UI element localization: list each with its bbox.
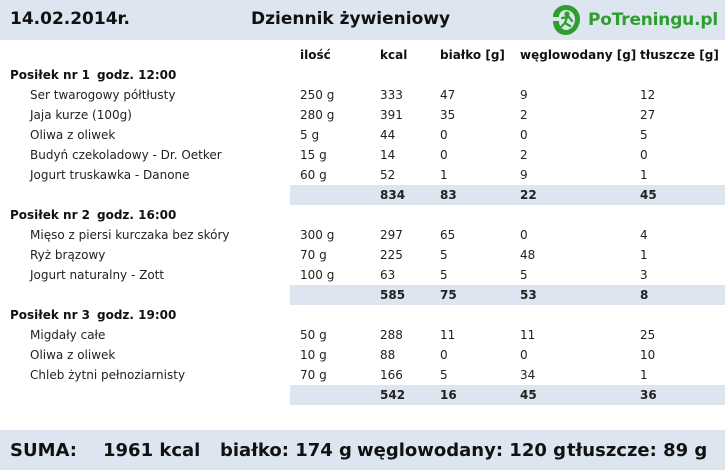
food-kcal: 297 [380, 228, 403, 242]
food-protein: 11 [440, 328, 456, 342]
summary-carbs: węglowodany: 120 g [357, 440, 567, 461]
food-name: Chleb żytni pełnoziarnisty [30, 368, 186, 382]
food-qty: 15 g [300, 148, 327, 162]
food-kcal: 166 [380, 368, 403, 382]
food-fat: 1 [640, 168, 648, 182]
food-name: Jaja kurze (100g) [30, 108, 132, 122]
diary-date: 14.02.2014r. [10, 9, 130, 29]
meal-header [0, 205, 725, 225]
food-fat: 25 [640, 328, 656, 342]
meal-subtotal [290, 385, 725, 405]
food-protein: 47 [440, 88, 456, 102]
table-row [0, 365, 725, 385]
food-protein: 0 [440, 148, 448, 162]
food-kcal: 391 [380, 108, 403, 122]
food-fat: 12 [640, 88, 656, 102]
summary-label: SUMA: [10, 440, 77, 461]
subtotal-fat: 8 [640, 288, 649, 302]
food-kcal: 14 [380, 148, 396, 162]
summary-fat: tłuszcze: 89 g [567, 440, 708, 461]
food-fat: 0 [640, 148, 648, 162]
food-qty: 250 g [300, 88, 335, 102]
table-row [0, 265, 725, 285]
food-kcal: 333 [380, 88, 403, 102]
subtotal-carbs: 45 [520, 388, 537, 402]
col-kcal: kcal [380, 48, 408, 62]
food-qty: 5 g [300, 128, 320, 142]
food-kcal: 225 [380, 248, 403, 262]
subtotal-carbs: 53 [520, 288, 537, 302]
col-carbs: węglowodany [g] [520, 48, 637, 62]
subtotal-kcal: 585 [380, 288, 406, 302]
food-kcal: 52 [380, 168, 396, 182]
daily-summary-bar [0, 430, 725, 470]
food-qty: 10 g [300, 348, 327, 362]
table-row [0, 345, 725, 365]
col-qty: ilość [300, 48, 331, 62]
food-carbs: 0 [520, 128, 528, 142]
food-fat: 4 [640, 228, 648, 242]
brand-name: PoTreningu.pl [588, 10, 718, 30]
food-carbs: 48 [520, 248, 536, 262]
food-name: Mięso z piersi kurczaka bez skóry [30, 228, 230, 242]
food-qty: 60 g [300, 168, 327, 182]
food-fat: 1 [640, 248, 648, 262]
food-kcal: 63 [380, 268, 396, 282]
food-fat: 27 [640, 108, 656, 122]
food-name: Budyń czekoladowy - Dr. Oetker [30, 148, 222, 162]
subtotal-fat: 36 [640, 388, 657, 402]
food-qty: 100 g [300, 268, 335, 282]
meal-subtotal [290, 185, 725, 205]
food-carbs: 0 [520, 228, 528, 242]
food-qty: 70 g [300, 248, 327, 262]
table-row [0, 225, 725, 245]
page-title: Dziennik żywieniowy [251, 9, 451, 29]
food-name: Ryż brązowy [30, 248, 106, 262]
food-fat: 1 [640, 368, 648, 382]
summary-protein: białko: 174 g [220, 440, 352, 461]
meal-time: godz. 16:00 [97, 208, 177, 222]
food-protein: 5 [440, 248, 448, 262]
header-bar [0, 0, 725, 40]
meal-time: godz. 19:00 [97, 308, 177, 322]
food-kcal: 88 [380, 348, 396, 362]
subtotal-kcal: 834 [380, 188, 406, 202]
col-fat: tłuszcze [g] [640, 48, 719, 62]
food-fat: 5 [640, 128, 648, 142]
meal-title: Posiłek nr 2 [10, 208, 91, 222]
table-row [0, 105, 725, 125]
food-name: Jogurt truskawka - Danone [30, 168, 190, 182]
meal-title: Posiłek nr 3 [10, 308, 91, 322]
table-row [0, 85, 725, 105]
subtotal-carbs: 22 [520, 188, 537, 202]
food-name: Ser twarogowy półtłusty [30, 88, 176, 102]
runner-logo-icon [548, 2, 584, 38]
food-carbs: 2 [520, 148, 528, 162]
food-carbs: 9 [520, 168, 528, 182]
food-kcal: 288 [380, 328, 403, 342]
food-name: Migdały całe [30, 328, 106, 342]
table-row [0, 245, 725, 265]
subtotal-protein: 75 [440, 288, 457, 302]
food-name: Oliwa z oliwek [30, 348, 116, 362]
food-fat: 3 [640, 268, 648, 282]
brand-logo[interactable] [548, 2, 718, 38]
food-protein: 1 [440, 168, 448, 182]
food-protein: 5 [440, 268, 448, 282]
meal-subtotal [290, 285, 725, 305]
subtotal-protein: 83 [440, 188, 457, 202]
meal-title: Posiłek nr 1 [10, 68, 91, 82]
table-row [0, 145, 725, 165]
meal-header [0, 305, 725, 325]
subtotal-protein: 16 [440, 388, 457, 402]
summary-kcal: 1961 kcal [103, 440, 201, 461]
food-qty: 50 g [300, 328, 327, 342]
food-qty: 280 g [300, 108, 335, 122]
food-protein: 5 [440, 368, 448, 382]
food-protein: 35 [440, 108, 456, 122]
food-fat: 10 [640, 348, 656, 362]
table-row [0, 165, 725, 185]
food-kcal: 44 [380, 128, 396, 142]
food-carbs: 5 [520, 268, 528, 282]
table-row [0, 325, 725, 345]
food-carbs: 0 [520, 348, 528, 362]
table-row [0, 125, 725, 145]
food-carbs: 2 [520, 108, 528, 122]
food-qty: 70 g [300, 368, 327, 382]
food-carbs: 11 [520, 328, 536, 342]
food-protein: 0 [440, 128, 448, 142]
food-carbs: 9 [520, 88, 528, 102]
subtotal-kcal: 542 [380, 388, 406, 402]
meal-header [0, 65, 725, 85]
food-name: Jogurt naturalny - Zott [30, 268, 165, 282]
food-protein: 0 [440, 348, 448, 362]
col-protein: białko [g] [440, 48, 505, 62]
food-carbs: 34 [520, 368, 536, 382]
food-qty: 300 g [300, 228, 335, 242]
subtotal-fat: 45 [640, 188, 657, 202]
meal-time: godz. 12:00 [97, 68, 177, 82]
food-protein: 65 [440, 228, 456, 242]
food-name: Oliwa z oliwek [30, 128, 116, 142]
